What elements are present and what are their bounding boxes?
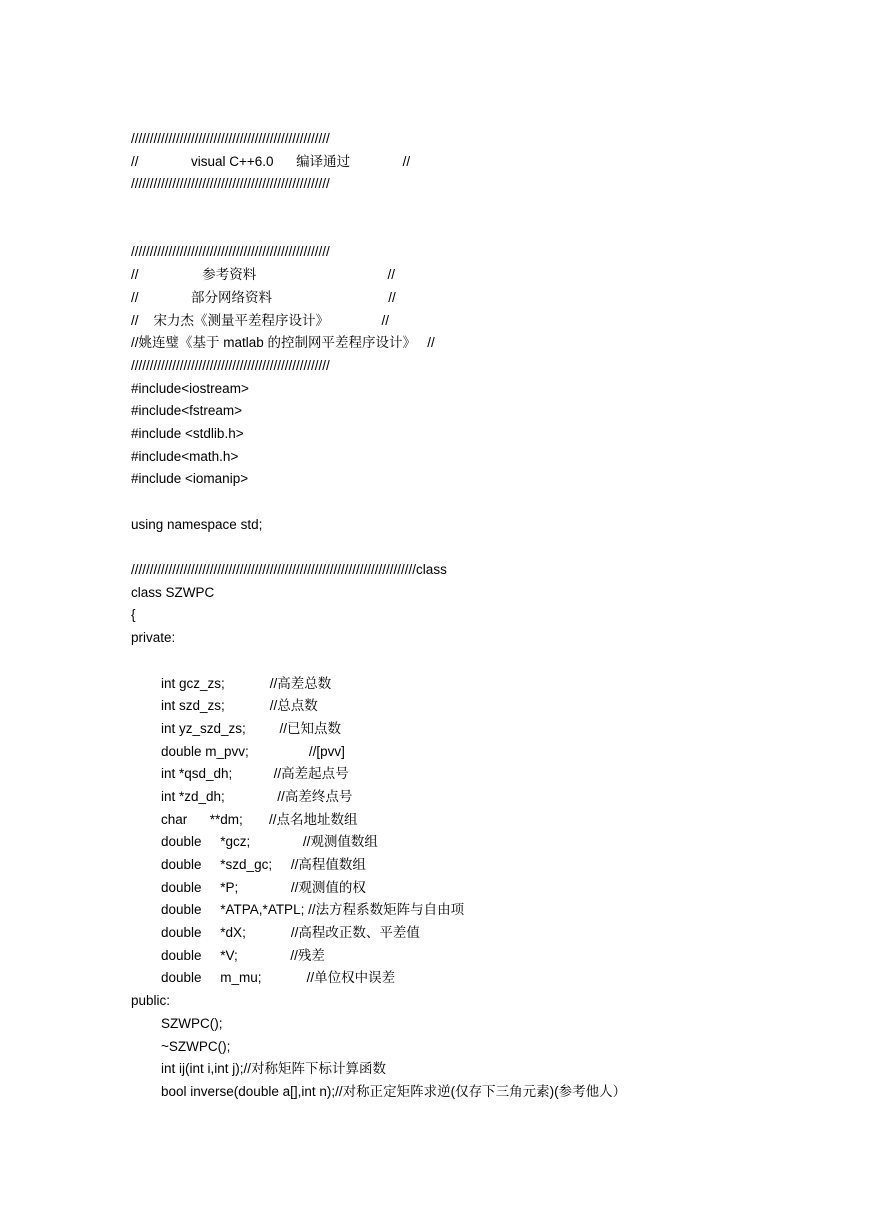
code-line: ////////////////////////////////////////////////////////////////////////////class [131, 562, 447, 578]
code-line: //姚连璧《基于 matlab 的控制网平差程序设计》 // [131, 335, 435, 351]
code-line: { [131, 607, 136, 623]
blank-line [131, 491, 831, 514]
blank-line [131, 536, 831, 559]
code-line: double *szd_gc; //高程值数组 [131, 857, 366, 872]
blank-line [131, 650, 831, 673]
code-line: int szd_zs; //总点数 [131, 698, 318, 714]
code-line: double m_mu; //单位权中误差 [131, 970, 396, 986]
code-line: using namespace std; [131, 516, 263, 532]
code-line: char **dm; //点名地址数组 [131, 811, 358, 827]
code-line: #include <iomanip> [131, 471, 249, 487]
code-line: int *zd_dh; //高差终点号 [131, 788, 353, 804]
code-line: double *gcz; //观测值数组 [131, 834, 378, 850]
code-line: ///////////////////////////////////////////////////// [131, 176, 330, 192]
code-line: double *dX; //高程改正数、平差值 [131, 925, 420, 941]
code-line: ~SZWPC(); [131, 1038, 231, 1054]
code-line: double *ATPA,*ATPL; //法方程系数矩阵与自由项 [131, 902, 465, 918]
code-line: #include <stdlib.h> [131, 425, 244, 441]
code-line: // 参考资料 // [131, 267, 396, 283]
code-line: int yz_szd_zs; //已知点数 [131, 720, 342, 736]
code-line: #include<fstream> [131, 403, 243, 419]
blank-line [131, 219, 831, 242]
code-line: double *P; //观测值的权 [131, 879, 366, 895]
code-line: SZWPC(); [131, 1015, 223, 1031]
code-line: class SZWPC [131, 584, 215, 600]
code-line: ///////////////////////////////////////////////////// [131, 244, 330, 260]
code-line: int ij(int i,int j);//对称矩阵下标计算函数 [131, 1061, 387, 1077]
code-line: int *qsd_dh; //高差起点号 [131, 766, 349, 782]
code-line: ///////////////////////////////////////////////////// [131, 357, 330, 373]
code-line: int gcz_zs; //高差总数 [131, 675, 332, 691]
code-line: double *V; //残差 [131, 947, 325, 963]
code-line: // visual C++6.0 编译通过 // [131, 153, 411, 169]
code-line: public: [131, 993, 171, 1009]
code-line: #include<iostream> [131, 380, 249, 396]
blank-line [131, 196, 831, 219]
code-line: double m_pvv; //[pvv] [131, 743, 345, 759]
code-line: // 部分网络资料 // [131, 289, 396, 305]
code-line: #include<math.h> [131, 448, 239, 464]
code-line: private: [131, 630, 176, 646]
code-line: ///////////////////////////////////////////////////// [131, 131, 330, 146]
document-page [131, 128, 831, 1104]
code-line: bool inverse(double a[],int n);//对称正定矩阵求逆(仅存下三角元素)(参考他人） [131, 1083, 627, 1099]
code-line: // 宋力杰《测量平差程序设计》 // [131, 312, 390, 328]
